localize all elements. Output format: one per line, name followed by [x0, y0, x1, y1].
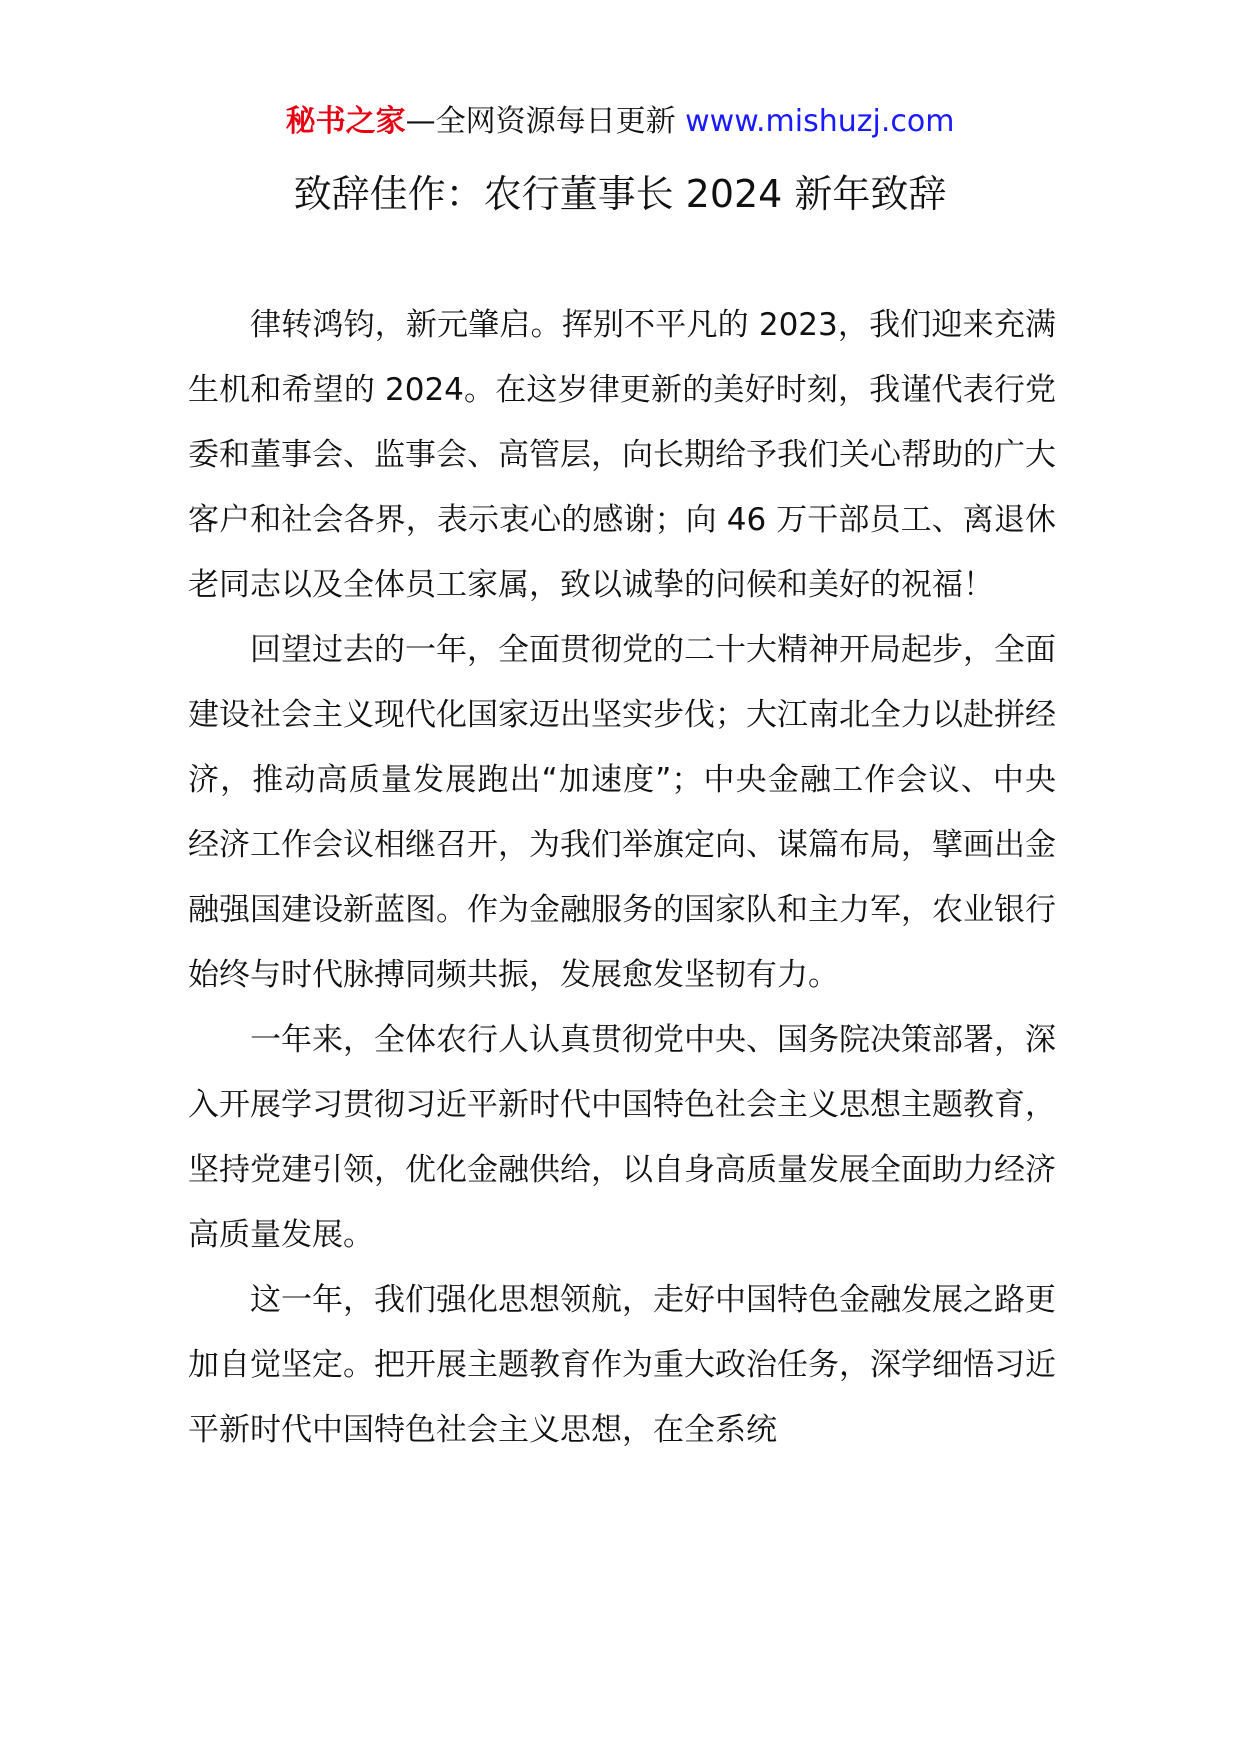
document-title: 致辞佳作：农行董事长 2024 新年致辞 — [293, 172, 947, 216]
paragraph-4: 这一年，我们强化思想领航，走好中国特色金融发展之路更加自觉坚定。把开展主题教育作为重大政治任务，深学细悟习近平新时代中国特色社会主义思想，在全系统 — [188, 1282, 1056, 1448]
site-name: 秘书之家 — [285, 104, 406, 139]
site-header — [0, 100, 1240, 144]
site-tagline: —全网资源每日更新 — [405, 104, 686, 139]
site-url-link[interactable]: www.mishuzj.com — [685, 104, 955, 139]
paragraph-2: 回望过去的一年，全面贯彻党的二十大精神开局起步，全面建设社会主义现代化国家迈出坚实步伐；大江南北全力以赴拼经济，推动高质量发展跑出“加速度”；中央金融工作会议、中央经济工作会议相继召开，为我们举旗定向、谋篇布局，擘画出金融强国建设新蓝图。作为金融服务的国家队和主力军，农业银行始终与时代脉搏同频共振，发展愈发坚韧有力。 — [188, 632, 1056, 993]
paragraph-3: 一年来，全体农行人认真贯彻党中央、国务院决策部署，深入开展学习贯彻习近平新时代中国特色社会主义思想主题教育，坚持党建引领，优化金融供给，以自身高质量发展全面助力经济高质量发展。 — [188, 1022, 1056, 1253]
paragraph-1: 律转鸿钧，新元肇启。挥别不平凡的 2023，我们迎来充满生机和希望的 2024。在这岁律更新的美好时刻，我谨代表行党委和董事会、监事会、高管层，向长期给予我们关心帮助的广大客户和社会各界，表示衷心的感谢；向 46 万干部员工、离退休老同志以及全体员工家属，致以诚挚的问候和美好的祝福！ — [188, 307, 1056, 603]
document-body — [188, 293, 1056, 1463]
